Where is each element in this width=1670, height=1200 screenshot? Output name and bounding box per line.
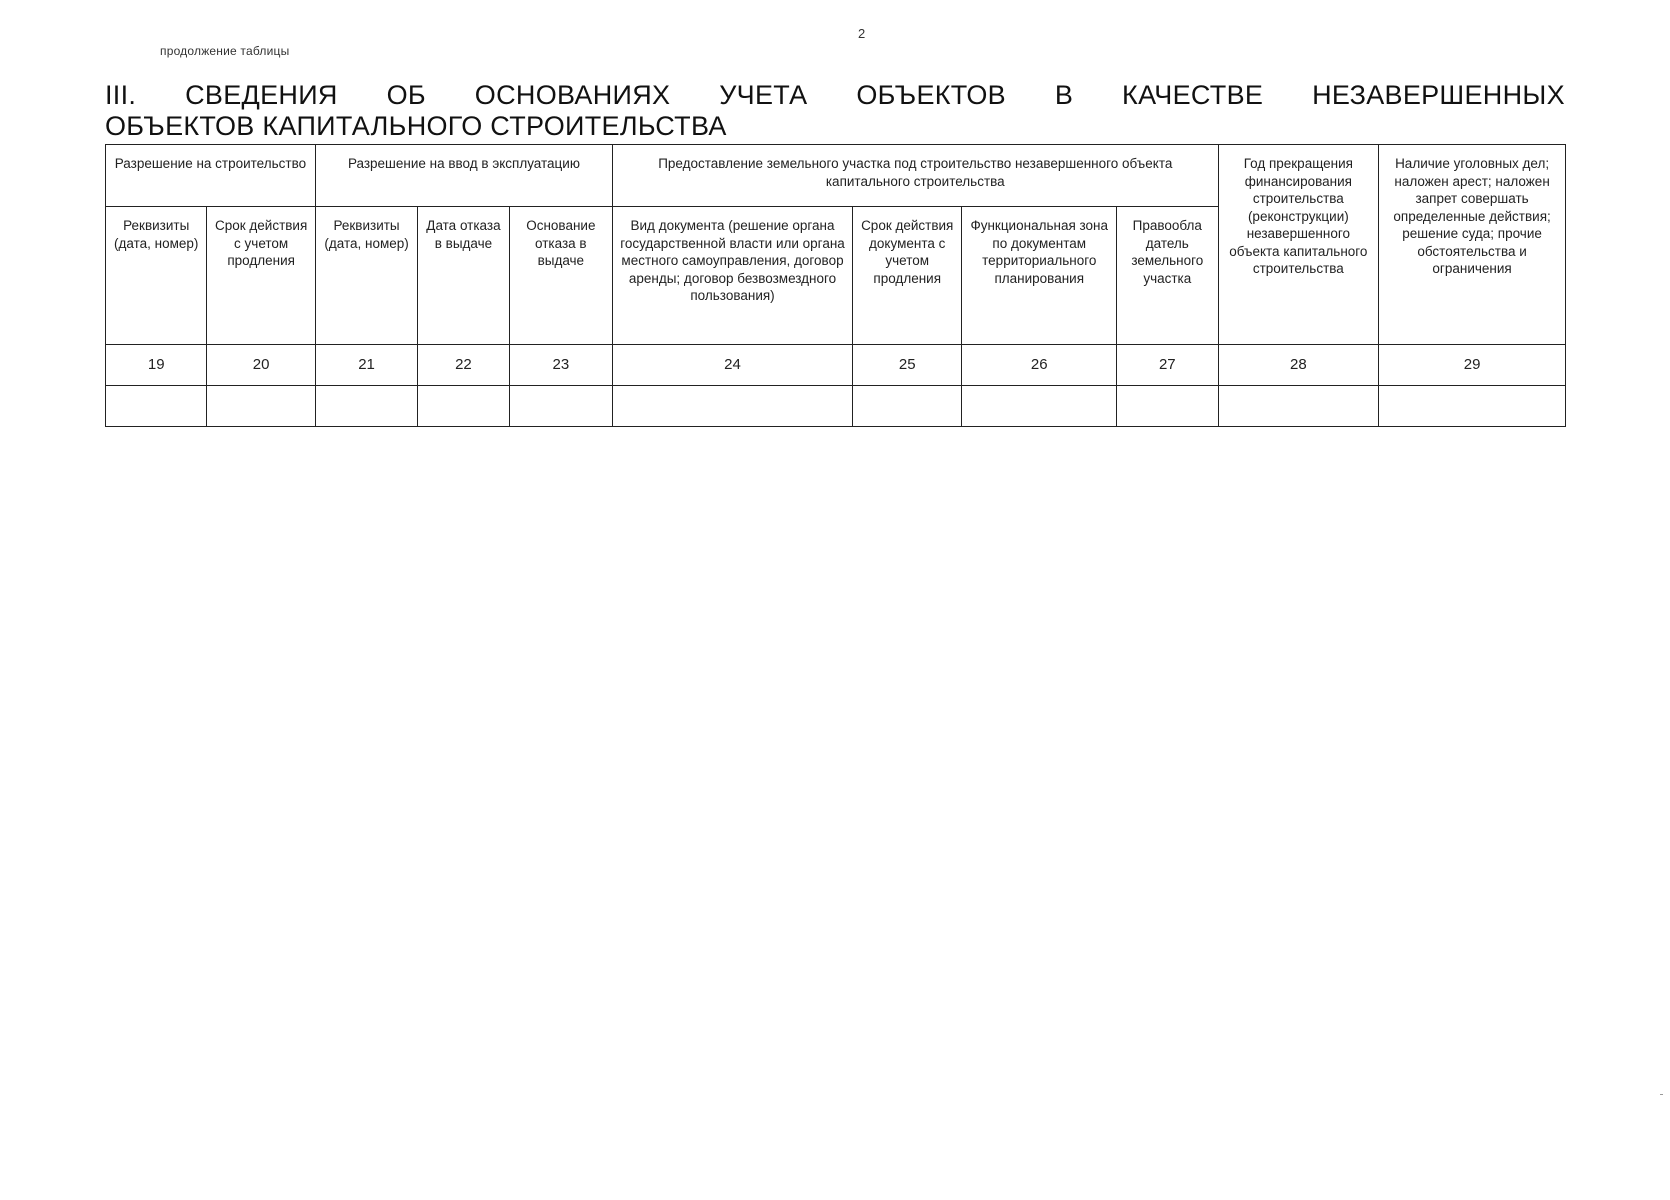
- group-header-land-plot: Предоставление земельного участка под строительство незавершенного объекта капитального строительства: [613, 145, 1218, 207]
- table-cell: [106, 386, 207, 427]
- title-word: ОБ: [386, 80, 426, 110]
- table-cell: [1379, 386, 1566, 427]
- subheader-23: Основание отказа в выдаче: [509, 207, 612, 345]
- column-number: 23: [509, 345, 612, 386]
- header-financing-year: Год прекращения финансирования строительства (реконструкции) незавершенного объекта капитального строительства: [1218, 145, 1379, 345]
- column-number: 26: [962, 345, 1117, 386]
- page-number: 2: [858, 26, 866, 41]
- table-cell: [1218, 386, 1379, 427]
- table-cell: [509, 386, 612, 427]
- column-number: 25: [853, 345, 962, 386]
- title-word: ОБЪЕКТОВ: [856, 80, 1006, 110]
- column-number: 19: [106, 345, 207, 386]
- title-word: III.: [105, 80, 137, 110]
- group-header-building-permit: Разрешение на строительство: [106, 145, 316, 207]
- table-cell: [315, 386, 417, 427]
- subheader-20: Срок действия с учетом продления: [207, 207, 315, 345]
- table-cell: [1117, 386, 1218, 427]
- column-number-row: [106, 345, 1566, 386]
- column-number: 22: [418, 345, 509, 386]
- group-header-row: [106, 145, 1566, 207]
- section-title-line1: [105, 80, 1565, 111]
- continuation-label: продолжение таблицы: [160, 44, 290, 58]
- header-criminal-cases: Наличие уголовных дел; наложен арест; наложен запрет совершать определенные действия; решение суда; прочие обстоятельства и ограничения: [1379, 145, 1566, 345]
- title-word: ОСНОВАНИЯХ: [474, 80, 671, 110]
- section-title: [105, 80, 1565, 142]
- subheader-24: Вид документа (решение органа государственной власти или органа местного самоуправления, договор аренды; договор безвозмездного пользования): [613, 207, 853, 345]
- column-number: 24: [613, 345, 853, 386]
- objects-table: [105, 144, 1566, 427]
- table-cell: [962, 386, 1117, 427]
- table-cell: [613, 386, 853, 427]
- column-number: 21: [315, 345, 417, 386]
- subheader-22: Дата отказа в выдаче: [418, 207, 509, 345]
- subheader-21: Реквизиты (дата, номер): [315, 207, 417, 345]
- column-number: 27: [1117, 345, 1218, 386]
- group-header-commissioning-permit: Разрешение на ввод в эксплуатацию: [315, 145, 612, 207]
- empty-data-row: [106, 386, 1566, 427]
- section-title-line2: ОБЪЕКТОВ КАПИТАЛЬНОГО СТРОИТЕЛЬСТВА: [105, 111, 727, 141]
- subheader-26: Функциональная зона по документам территориального планирования: [962, 207, 1117, 345]
- title-word: УЧЕТА: [719, 80, 808, 110]
- subheader-25: Срок действия документа с учетом продления: [853, 207, 962, 345]
- column-number: 29: [1379, 345, 1566, 386]
- title-word: НЕЗАВЕРШЕННЫХ: [1312, 80, 1565, 110]
- table-cell: [853, 386, 962, 427]
- title-word: КАЧЕСТВЕ: [1122, 80, 1264, 110]
- column-number: 28: [1218, 345, 1379, 386]
- table-cell: [418, 386, 509, 427]
- scan-mark: [1660, 1094, 1663, 1095]
- column-number: 20: [207, 345, 315, 386]
- title-word: СВЕДЕНИЯ: [185, 80, 338, 110]
- table-cell: [207, 386, 315, 427]
- subheader-27: Правообла датель земельного участка: [1117, 207, 1218, 345]
- title-word: В: [1054, 80, 1074, 110]
- subheader-19: Реквизиты (дата, номер): [106, 207, 207, 345]
